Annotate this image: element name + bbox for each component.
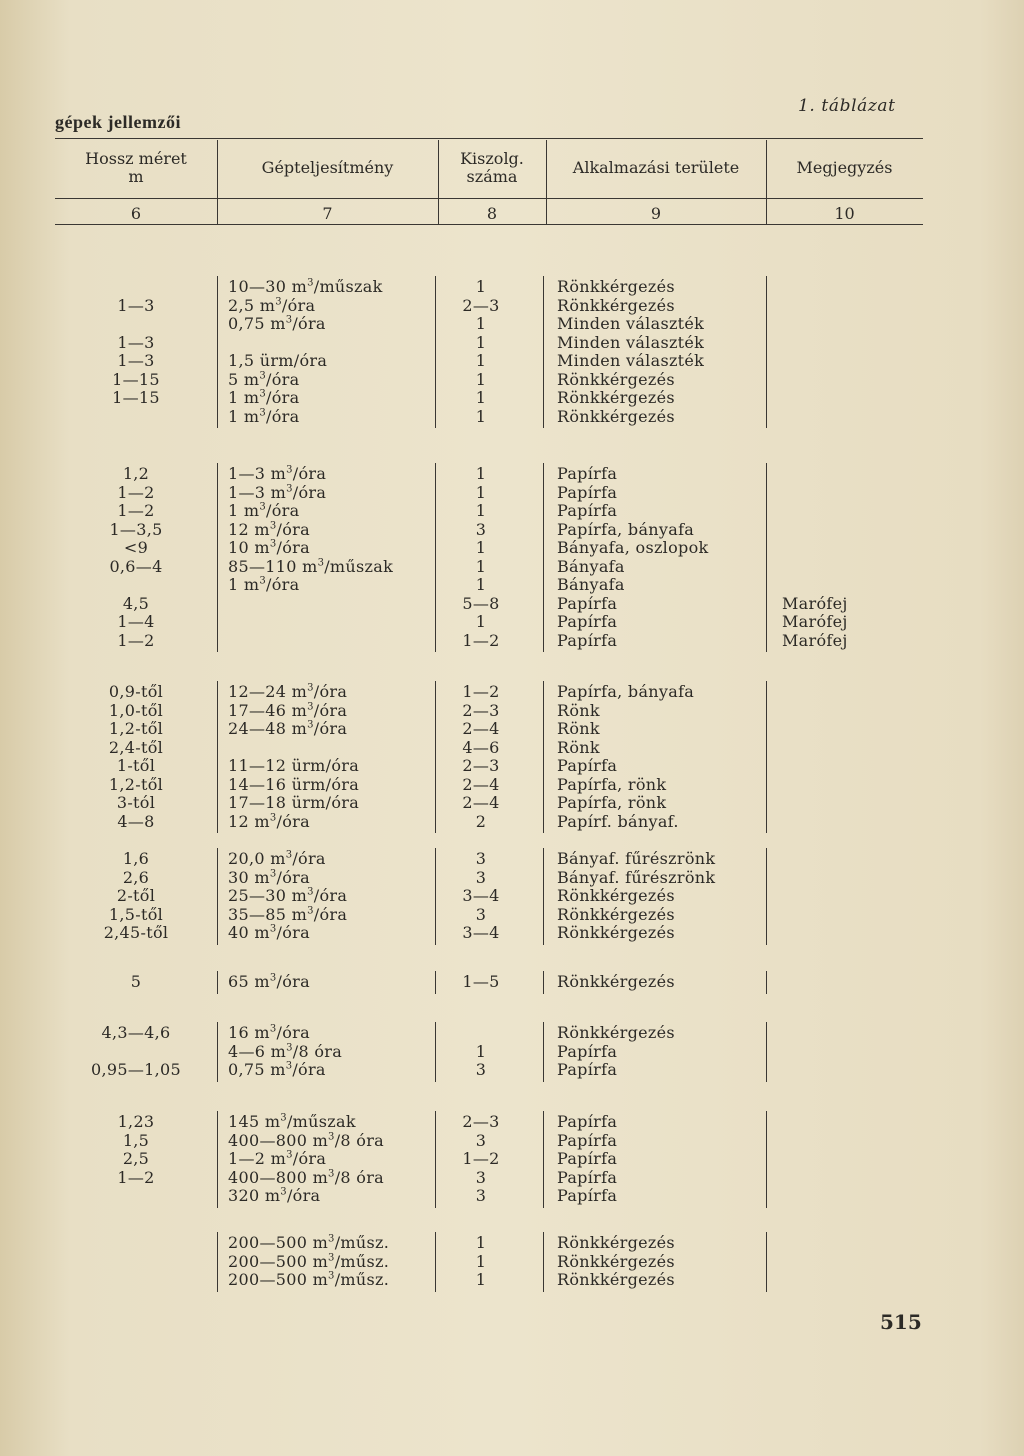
operators-cell: 1 xyxy=(475,406,487,426)
application-cell: Papírfa xyxy=(557,612,618,631)
length-cell: 1—3,5 xyxy=(109,519,163,539)
length-cell: 1,5-től xyxy=(108,904,164,924)
application-cell: Papírfa xyxy=(557,1130,618,1150)
application-cell: Rönkkérgezés xyxy=(557,1251,675,1271)
application-cell: Rönkkérgezés xyxy=(557,277,675,296)
operators-cell: 3 xyxy=(475,1060,487,1079)
application-cell: Rönkkérgezés xyxy=(557,972,675,991)
length-cell: 1,0-től xyxy=(108,700,164,720)
capacity-cell: 10—30 $m^3$/műszak xyxy=(228,277,383,296)
operators-cell: 3—4 xyxy=(462,886,500,905)
length-cell: 0,6—4 xyxy=(109,556,163,576)
operators-cell: 1 xyxy=(475,388,487,407)
column-separator xyxy=(543,276,544,428)
application-cell: Papírfa xyxy=(557,482,618,502)
length-cell: 1—3 xyxy=(117,351,155,370)
column-header: Megjegyzés xyxy=(796,158,893,177)
column-number-rule xyxy=(55,224,923,225)
capacity-cell: 320 $m^3$/óra xyxy=(228,1186,321,1205)
length-cell: 1—2 xyxy=(117,630,155,650)
application-cell: Papírfa xyxy=(557,464,618,483)
length-cell: 1-től xyxy=(116,756,156,775)
application-cell: Papírfa xyxy=(557,593,618,613)
capacity-cell: 24—48 $m^3$/óra xyxy=(228,719,348,738)
operators-cell: 3 xyxy=(475,849,487,868)
capacity-cell: 17—46 $m^3$/óra xyxy=(228,700,348,720)
operators-cell: 1 xyxy=(475,332,487,352)
operators-cell: 2—4 xyxy=(462,774,500,794)
length-cell: 4,5 xyxy=(122,593,150,613)
column-separator xyxy=(766,681,767,833)
capacity-cell: 1,5 ürm/óra xyxy=(228,351,328,370)
remark-cell: Marófej xyxy=(782,612,848,631)
table-label: 1. táblázat xyxy=(798,96,896,116)
capacity-cell: 11—12 ürm/óra xyxy=(228,756,360,775)
capacity-cell: 1—3 $m^3$/óra xyxy=(228,464,327,483)
capacity-cell: 20,0 $m^3$/óra xyxy=(228,849,326,868)
capacity-cell: 16 $m^3$/óra xyxy=(228,1023,310,1042)
length-cell: 1—2 xyxy=(117,501,155,520)
column-separator xyxy=(543,1111,544,1208)
column-number: 8 xyxy=(486,204,498,223)
application-cell: Minden választék xyxy=(557,351,705,370)
application-cell: Bányafa xyxy=(557,556,625,576)
application-cell: Papírfa, rönk xyxy=(557,793,667,812)
length-cell: 1,5 xyxy=(122,1130,150,1150)
column-header: Kiszolg. száma xyxy=(460,149,524,186)
operators-cell: 1—2 xyxy=(462,630,500,650)
capacity-cell: 4—6 $m^3/8$ óra xyxy=(228,1041,343,1061)
length-cell: 0,95—1,05 xyxy=(91,1060,181,1079)
capacity-cell: 0,75 $m^3$/óra xyxy=(228,1060,326,1079)
length-cell: 1—2 xyxy=(117,1167,155,1187)
application-cell: Papírfa, bányafa xyxy=(557,682,695,701)
application-cell: Rönkkérgezés xyxy=(557,295,675,315)
capacity-cell: 12—24 $m^3$/óra xyxy=(228,682,348,701)
capacity-cell: 30 $m^3$/óra xyxy=(228,867,310,887)
application-cell: Bányaf. fűrészrönk xyxy=(557,849,716,868)
column-separator xyxy=(217,971,218,994)
capacity-cell: 1 $m^3$/óra xyxy=(228,575,300,594)
application-cell: Rönkkérgezés xyxy=(557,904,675,924)
application-cell: Rönkkérgezés xyxy=(557,923,675,942)
application-cell: Papírfa, rönk xyxy=(557,774,667,794)
application-cell: Papírfa xyxy=(557,1186,618,1205)
application-cell: Papírfa xyxy=(557,1149,618,1168)
column-header: Alkalmazási területe xyxy=(572,158,740,177)
column-separator xyxy=(766,848,767,945)
application-cell: Bányafa, oszlopok xyxy=(557,538,709,557)
operators-cell: 4—6 xyxy=(462,737,500,757)
operators-cell: 1 xyxy=(475,612,487,631)
column-separator xyxy=(766,1232,767,1292)
column-separator xyxy=(217,681,218,833)
column-number: 6 xyxy=(130,204,142,223)
column-number: 7 xyxy=(322,204,333,223)
operators-cell: 1 xyxy=(475,351,487,370)
column-number: 9 xyxy=(650,204,662,223)
length-cell: 1—2 xyxy=(117,482,155,502)
application-cell: Rönkkérgezés xyxy=(557,1233,675,1252)
operators-cell: 3 xyxy=(475,867,487,887)
application-cell: Minden választék xyxy=(557,332,705,352)
length-cell: 1—4 xyxy=(117,612,155,631)
capacity-cell: 25—30 $m^3$/óra xyxy=(228,886,348,905)
column-header: Gépteljesítmény xyxy=(261,158,394,177)
application-cell: Rönk xyxy=(557,719,600,738)
operators-cell: 1 xyxy=(475,482,487,502)
operators-cell: 3 xyxy=(475,1186,487,1205)
column-header: Hossz méret m xyxy=(85,149,187,186)
operators-cell: 1—2 xyxy=(462,682,500,701)
capacity-cell: 1 $m^3$/óra xyxy=(228,406,300,426)
operators-cell: 1 xyxy=(475,556,487,576)
application-cell: Rönkkérgezés xyxy=(557,369,675,389)
capacity-cell: 35—85 $m^3$/óra xyxy=(228,904,348,924)
application-cell: Rönk xyxy=(557,737,600,757)
application-cell: Papírfa xyxy=(557,630,618,650)
operators-cell: 5—8 xyxy=(462,593,500,613)
operators-cell: 1 xyxy=(475,369,487,389)
operators-cell: 1 xyxy=(475,1251,487,1271)
application-cell: Papírfa xyxy=(557,756,618,775)
operators-cell: 3 xyxy=(475,1167,487,1187)
length-cell: 1,2 xyxy=(122,464,150,483)
capacity-cell: 1—2 $m^3$/óra xyxy=(228,1149,327,1168)
operators-cell: 1—5 xyxy=(462,972,500,991)
operators-cell: 1 xyxy=(475,277,487,296)
operators-cell: 3—4 xyxy=(462,923,500,942)
length-cell: 2,45-től xyxy=(103,923,169,942)
length-cell: 1—3 xyxy=(117,295,155,315)
column-separator xyxy=(543,1022,544,1082)
length-cell: 2,5 xyxy=(122,1149,150,1168)
operators-cell: 1 xyxy=(475,464,487,483)
application-cell: Minden választék xyxy=(557,314,705,333)
capacity-cell: 400—800 $m^3/8$ óra xyxy=(228,1130,384,1150)
operators-cell: 3 xyxy=(475,904,487,924)
page-number: 515 xyxy=(880,1310,922,1334)
column-separator xyxy=(766,971,767,994)
operators-cell: 3 xyxy=(475,1130,487,1150)
length-cell: 1,2-től xyxy=(108,719,164,738)
length-cell: 1—15 xyxy=(112,388,160,407)
length-cell: 1,2-től xyxy=(108,774,164,794)
length-cell: 2,4-től xyxy=(108,737,164,757)
application-cell: Papírfa, bányafa xyxy=(557,519,695,539)
operators-cell: 2—3 xyxy=(462,756,500,775)
application-cell: Papírfa xyxy=(557,1112,618,1131)
application-cell: Papírfa xyxy=(557,1041,618,1061)
operators-cell: 2—3 xyxy=(462,1112,500,1131)
application-cell: Rönkkérgezés xyxy=(557,388,675,407)
application-cell: Bányaf. fűrészrönk xyxy=(557,867,716,887)
operators-cell: 2—4 xyxy=(462,719,500,738)
header-rule xyxy=(55,198,923,199)
operators-cell: 1 xyxy=(475,1041,487,1061)
length-cell: 1—3 xyxy=(117,332,155,352)
column-separator xyxy=(543,848,544,945)
capacity-cell: 200—500 $m^3$/műsz. xyxy=(228,1251,390,1271)
capacity-cell: 200—500 $m^3$/műsz. xyxy=(228,1270,390,1289)
capacity-cell: 2,5 $m^3$/óra xyxy=(228,295,316,315)
application-cell: Papírfa xyxy=(557,1060,618,1079)
application-cell: Papírf. bányaf. xyxy=(557,811,679,831)
application-cell: Papírfa xyxy=(557,1167,618,1187)
column-separator xyxy=(217,1232,218,1292)
column-separator xyxy=(217,276,218,428)
column-separator xyxy=(543,463,544,652)
operators-cell: 2—3 xyxy=(462,295,500,315)
operators-cell: 3 xyxy=(475,519,487,539)
capacity-cell: 200—500 $m^3$/műsz. xyxy=(228,1233,390,1252)
length-cell: 4—8 xyxy=(117,811,155,831)
length-cell: 2,6 xyxy=(122,867,150,887)
operators-cell: 1 xyxy=(475,1270,487,1289)
operators-cell: 1 xyxy=(475,314,487,333)
column-separator xyxy=(543,971,544,994)
column-separator xyxy=(766,1022,767,1082)
column-separator xyxy=(217,1022,218,1082)
application-cell: Rönkkérgezés xyxy=(557,1270,675,1289)
operators-cell: 2—4 xyxy=(462,793,500,812)
capacity-cell: 1 $m^3$/óra xyxy=(228,388,300,407)
length-cell: 5 xyxy=(130,972,142,991)
operators-cell: 2—3 xyxy=(462,700,500,720)
length-cell: 2-től xyxy=(116,886,156,905)
capacity-cell: 145 $m^3$/műszak xyxy=(228,1112,356,1131)
capacity-cell: 12 $m^3$/óra xyxy=(228,519,310,539)
table-top-rule xyxy=(55,138,923,139)
capacity-cell: 40 $m^3$/óra xyxy=(228,923,310,942)
column-separator xyxy=(217,848,218,945)
remark-cell: Marófej xyxy=(782,593,848,613)
application-cell: Rönkkérgezés xyxy=(557,886,675,905)
length-cell: 1,6 xyxy=(122,849,150,868)
column-separator xyxy=(543,1232,544,1292)
column-number: 10 xyxy=(834,204,855,223)
column-separator xyxy=(217,1111,218,1208)
remark-cell: Marófej xyxy=(782,630,848,650)
length-cell: 0,9-től xyxy=(108,682,164,701)
column-separator xyxy=(766,276,767,428)
capacity-cell: 65 $m^3$/óra xyxy=(228,972,310,991)
application-cell: Rönk xyxy=(557,700,600,720)
column-separator xyxy=(766,1111,767,1208)
operators-cell: 1—2 xyxy=(462,1149,500,1168)
capacity-cell: 85—110 $m^3$/műszak xyxy=(228,556,394,576)
capacity-cell: 400—800 $m^3/8$ óra xyxy=(228,1167,384,1187)
length-cell: 1,23 xyxy=(117,1112,155,1131)
page-title: gépek jellemzői xyxy=(55,112,181,132)
operators-cell: 2 xyxy=(475,811,487,831)
length-cell: 3-tól xyxy=(116,793,156,812)
operators-cell: 1 xyxy=(475,501,487,520)
length-cell: 1—15 xyxy=(112,369,160,389)
capacity-cell: 17—18 ürm/óra xyxy=(228,793,360,812)
capacity-cell: 10 $m^3$/óra xyxy=(228,538,310,557)
capacity-cell: 14—16 ürm/óra xyxy=(228,774,360,794)
capacity-cell: 1 $m^3$/óra xyxy=(228,501,300,520)
capacity-cell: 1—3 $m^3$/óra xyxy=(228,482,327,502)
operators-cell: 1 xyxy=(475,575,487,594)
operators-cell: 1 xyxy=(475,1233,487,1252)
application-cell: Bányafa xyxy=(557,575,625,594)
application-cell: Papírfa xyxy=(557,501,618,520)
application-cell: Rönkkérgezés xyxy=(557,406,675,426)
application-cell: Rönkkérgezés xyxy=(557,1023,675,1042)
column-separator xyxy=(766,463,767,652)
capacity-cell: 12 $m^3$/óra xyxy=(228,811,310,831)
capacity-cell: 5 $m^3$/óra xyxy=(228,369,300,389)
length-cell: 4,3—4,6 xyxy=(101,1023,171,1042)
operators-cell: 1 xyxy=(475,538,487,557)
column-separator xyxy=(543,681,544,833)
capacity-cell: 0,75 $m^3$/óra xyxy=(228,314,326,333)
length-cell: <9 xyxy=(123,538,149,557)
column-separator xyxy=(217,463,218,652)
